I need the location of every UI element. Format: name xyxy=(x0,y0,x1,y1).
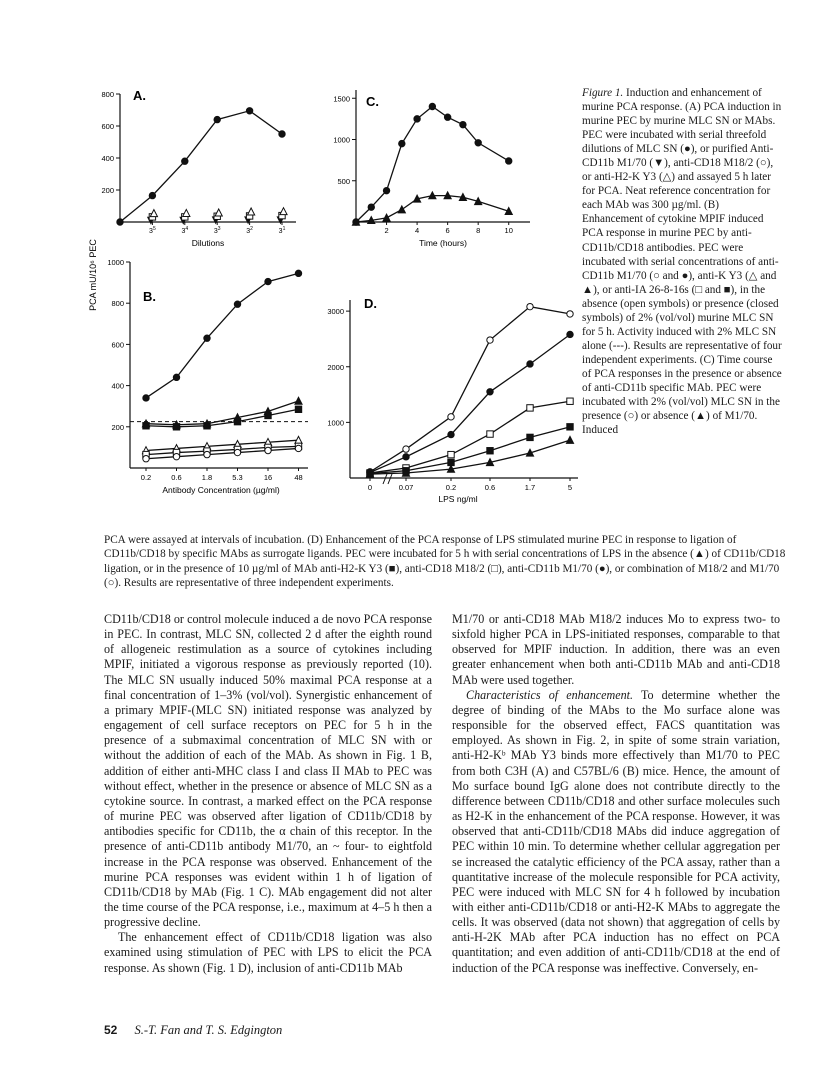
y-tick-label: 400 xyxy=(111,381,124,391)
series-line xyxy=(406,334,570,456)
data-point xyxy=(149,192,155,198)
y-tick-label: 600 xyxy=(101,122,114,131)
y-tick-label: 2000 xyxy=(327,362,344,372)
data-point xyxy=(143,395,149,401)
y-tick-label: 200 xyxy=(101,186,114,195)
page-number: 52 xyxy=(104,1023,118,1037)
data-point xyxy=(280,208,287,215)
x-tick-label: $3^3$ xyxy=(213,226,221,235)
x-tick-label: 10 xyxy=(504,226,513,235)
body-column-left xyxy=(104,612,432,976)
x-tick-label: 5.3 xyxy=(232,473,243,482)
y-tick-label: 1500 xyxy=(333,94,350,104)
panel-d xyxy=(327,296,578,504)
data-point xyxy=(234,301,240,307)
x-tick-label: $3^4$ xyxy=(181,226,189,235)
data-point xyxy=(173,374,179,380)
data-point xyxy=(234,449,240,455)
x-tick-label: 0.2 xyxy=(445,483,457,492)
paragraph-text: To determine whether the degree of binding of the MAbs to the Mo surface alone was responsible for the observed effect, FACS quantitation was employed. As shown in Fig. 2, in spite of some strain variation, anti-H2-Kᵇ MAb Y3 binds more effectively than M1/70 to PEC from both C3H (A) and C57BL/6 (B) mice. Hence, the amount of Mo surface bound IgG alone does not contribute directly to the difference between CD11b/CD18 and other surface molecules such as H2-K in the enhancement of the PCA response. However, it was observed that anti-CD11b/CD18 MAbs did induce aggregation of PEC within 10 min. To determine whether cellular aggregation per se increased the catalytic efficiency of the PCA assay, rather than a quantitative increase of the molecule responsible for PCA activity, PEC were induced with MLC SN for 4 h followed by incubation with either anti-CD11b/CD18 or anti-H2-K MAbs to aggregate the cells. It was observed (data not shown) that aggregation of cells by anti-H-2K MAb after PCA induction has no effect on PCA quantitation; and even addition of anti-CD11b/CD18 at the end of induction of the PCA response was ineffective. Conversely, en- xyxy=(452,687,780,975)
x-tick-label: $3^5$ xyxy=(149,226,156,235)
data-point xyxy=(448,451,454,457)
data-point xyxy=(295,397,302,404)
y-tick-label: 200 xyxy=(111,422,124,432)
x-tick-label: 1.7 xyxy=(524,483,536,492)
x-tick-label: 6 xyxy=(445,226,450,235)
x-tick-label: 5 xyxy=(567,483,573,492)
data-point xyxy=(173,424,179,430)
data-point xyxy=(429,103,435,109)
y-tick-label: 600 xyxy=(111,340,124,350)
panel-label: D. xyxy=(364,296,377,311)
data-point xyxy=(403,454,409,460)
data-point xyxy=(448,414,454,420)
figure-caption-bottom: PCA were assayed at intervals of incubation. (D) Enhancement of the PCA response of LPS stimulated murine PEC in response to ligation of CD11b/CD18 by specific MAbs as surrogate ligands. PEC were incubated for 5 h with serial concentrations of LPS in the absence (▲) of CD11b/CD18 ligation, or in the presence of 10 µg/ml of MAb anti-H2-K Y3 (■), anti-CD18 M18/2 (□), anti-CD11b M1/70 (●), or combination of M18/2 and M1/70 (○). Results are representative of three independent experiments. xyxy=(104,534,786,590)
x-axis-label: Antibody Concentration (µg/ml) xyxy=(162,485,280,495)
data-point xyxy=(527,361,533,367)
x-tick-label: 1.8 xyxy=(201,473,213,482)
x-tick-label: 16 xyxy=(263,473,273,482)
data-point xyxy=(487,431,493,437)
data-point xyxy=(215,209,222,216)
running-authors: S.-T. Fan and T. S. Edgington xyxy=(134,1023,283,1037)
data-point xyxy=(475,140,481,146)
y-tick-label: 500 xyxy=(337,176,350,186)
data-point xyxy=(567,424,573,430)
axis-break xyxy=(383,474,392,484)
caption-label: Figure 1. xyxy=(582,87,624,99)
data-point xyxy=(204,451,210,457)
data-point xyxy=(248,208,255,215)
page-footer xyxy=(104,1023,282,1038)
data-point xyxy=(204,335,210,341)
paragraph: CD11b/CD18 or control molecule induced a de novo PCA response in PEC. In contrast, MLC SN, collected 2 d after the eighth round of allogeneic restimulation as a source of cytokines including MPIF, initiated a vigorous response as previously reported (10). The MLC SN usually induced 50% maximal PCA response at a final concentration of 1–3% (vol/vol). Synergistic enhancement of a primary MPIF-(MLC SN) initiated response was analyzed by engagement of cell surface receptors on PEC for 5 h in the presence of a submaximal concentration of MLC SN with or without the addition of each of the MAb. As shown in Fig. 1 B, addition of either anti-MHC class I and class II MAb to PEC was without effect, whether in the presence or absence of MLC SN as a cytokine source. In contrast, a marked effect on the PCA response of murine PEC was observed after ligation of CD11b/CD18 by antibodies specific for CD11b, the α chain of this receptor. In the presence of anti-CD11b antibody M1/70, an ~ four- to eightfold increase in the PCA response was observed. Enhancement of the murine PCA responses was evident within 1 h of ligation of CD11b/CD18 by MAb (Fig. 1 C). MAb engagement did not alter the time course of the PCA response, i.e., maximum at 4–5 h then a progressive decline. xyxy=(104,612,432,930)
x-tick-label: 0.6 xyxy=(484,483,496,492)
data-point xyxy=(279,131,285,137)
data-point xyxy=(448,431,454,437)
data-point xyxy=(567,398,573,404)
data-point xyxy=(368,204,374,210)
x-axis-label: Time (hours) xyxy=(419,238,467,248)
data-point xyxy=(527,405,533,411)
x-axis-label: LPS ng/ml xyxy=(438,494,478,504)
x-tick-label: 4 xyxy=(415,226,420,235)
series-line xyxy=(146,440,299,450)
data-point xyxy=(214,116,220,122)
y-tick-label: 800 xyxy=(111,299,124,309)
caption-text: Induction and enhancement of murine PCA response. (A) PCA induction in murine PEC by murine MLC SN or MAbs. PEC were incubated with serial threefold dilutions of MLC SN (●), or purified Anti-CD11b M1/70 (▼), anti-CD18 M18/2 (○), or anti-H2-K Y3 (△) and assayed 5 h later for PCA. Neat reference concentration for each MAb was 300 µg/ml. (B) Enhancement of cytokine MPIF induced PCA response in murine PEC by anti-CD11b/CD18 antibodies. PEC were incubated with serial concentrations of anti-CD11b M1/70 (○ and ●), anti-K Y3 (△ and ▲), or anti-IA 26-8-16s (□ and ■), in the absence (open symbols) or presence (closed symbols) of 2% (vol/vol) murine MLC SN for 5 h. Activity induced with 2% MLC SN alone (---). Results are representative of four independent experiments. (C) Time course of PCA responses in the presence or absence of anti-CD11b specific MAb. PEC were incubated with 2% (vol/vol) MLC SN in the presence (○) or absence (▲) of M1/70. Induced xyxy=(582,87,782,437)
series-line xyxy=(146,273,299,398)
x-tick-label: 8 xyxy=(476,226,481,235)
x-tick-label: 2 xyxy=(384,226,389,235)
y-tick-label: 1000 xyxy=(327,418,344,428)
paragraph: M1/70 or anti-CD18 MAb M18/2 induces Mo to express two- to sixfold higher PCA in LPS-initiated responses, comparable to that observed for MPIF induction. In addition, there was an even greater enhancement when both anti-CD11b MAb and anti-CD18 MAb were used together. xyxy=(452,612,780,687)
data-point xyxy=(182,158,188,164)
x-tick-label: 0.07 xyxy=(398,483,414,492)
data-point xyxy=(295,406,301,412)
data-point xyxy=(234,418,240,424)
data-point xyxy=(414,116,420,122)
data-point xyxy=(204,423,210,429)
data-point xyxy=(117,219,123,225)
data-point xyxy=(143,456,149,462)
data-point xyxy=(143,423,149,429)
figure-caption-right xyxy=(582,86,782,437)
data-point xyxy=(487,337,493,343)
data-point xyxy=(399,140,405,146)
data-point xyxy=(567,331,573,337)
data-point xyxy=(527,303,533,309)
data-point xyxy=(173,453,179,459)
data-point xyxy=(265,278,271,284)
x-axis-label: Dilutions xyxy=(191,238,225,248)
x-tick-label: 0.6 xyxy=(171,473,182,482)
panel-label: B. xyxy=(143,289,156,304)
panel-label: C. xyxy=(366,94,379,109)
y-tick-label: 3000 xyxy=(327,307,344,317)
x-tick-label: 0 xyxy=(367,483,373,492)
x-tick-label: $3^1$ xyxy=(278,226,286,235)
y-tick-label: 1000 xyxy=(333,135,350,145)
data-point xyxy=(403,446,409,452)
data-point xyxy=(567,311,573,317)
panel-label: A. xyxy=(133,88,146,103)
shared-y-axis-label: PCA mU/10⁶ PEC xyxy=(88,239,98,311)
x-tick-label: 0.2 xyxy=(140,473,152,482)
panel-b xyxy=(107,258,308,495)
y-tick-label: 800 xyxy=(101,90,114,99)
series-line xyxy=(356,107,509,223)
panel-a xyxy=(101,88,296,248)
section-heading: Characteristics of enhancement. xyxy=(466,687,634,702)
data-point xyxy=(295,270,301,276)
data-point xyxy=(383,187,389,193)
series-line xyxy=(406,307,570,449)
data-point xyxy=(246,108,252,114)
x-tick-label: $3^2$ xyxy=(246,226,253,235)
data-point xyxy=(566,436,573,443)
data-point xyxy=(460,121,466,127)
data-point xyxy=(487,389,493,395)
y-tick-label: 400 xyxy=(101,154,114,163)
data-point xyxy=(383,214,390,221)
data-point xyxy=(295,445,301,451)
data-point xyxy=(506,158,512,164)
data-point xyxy=(527,434,533,440)
data-point xyxy=(150,210,157,217)
body-column-right xyxy=(452,612,780,976)
panel-c xyxy=(333,90,530,248)
data-point xyxy=(265,447,271,453)
paragraph xyxy=(452,688,780,976)
data-point xyxy=(487,448,493,454)
data-point xyxy=(444,114,450,120)
paragraph: The enhancement effect of CD11b/CD18 ligation was also examined using stimulation of PEC with LPS to elicit the PCA response. As shown (Fig. 1 D), inclusion of anti-CD11b MAb xyxy=(104,930,432,975)
series xyxy=(367,398,573,476)
data-point xyxy=(183,209,190,216)
data-point xyxy=(265,412,271,418)
data-point xyxy=(398,206,405,213)
x-tick-label: 48 xyxy=(294,473,303,482)
series-line xyxy=(120,111,282,222)
y-tick-label: 1000 xyxy=(107,258,124,267)
